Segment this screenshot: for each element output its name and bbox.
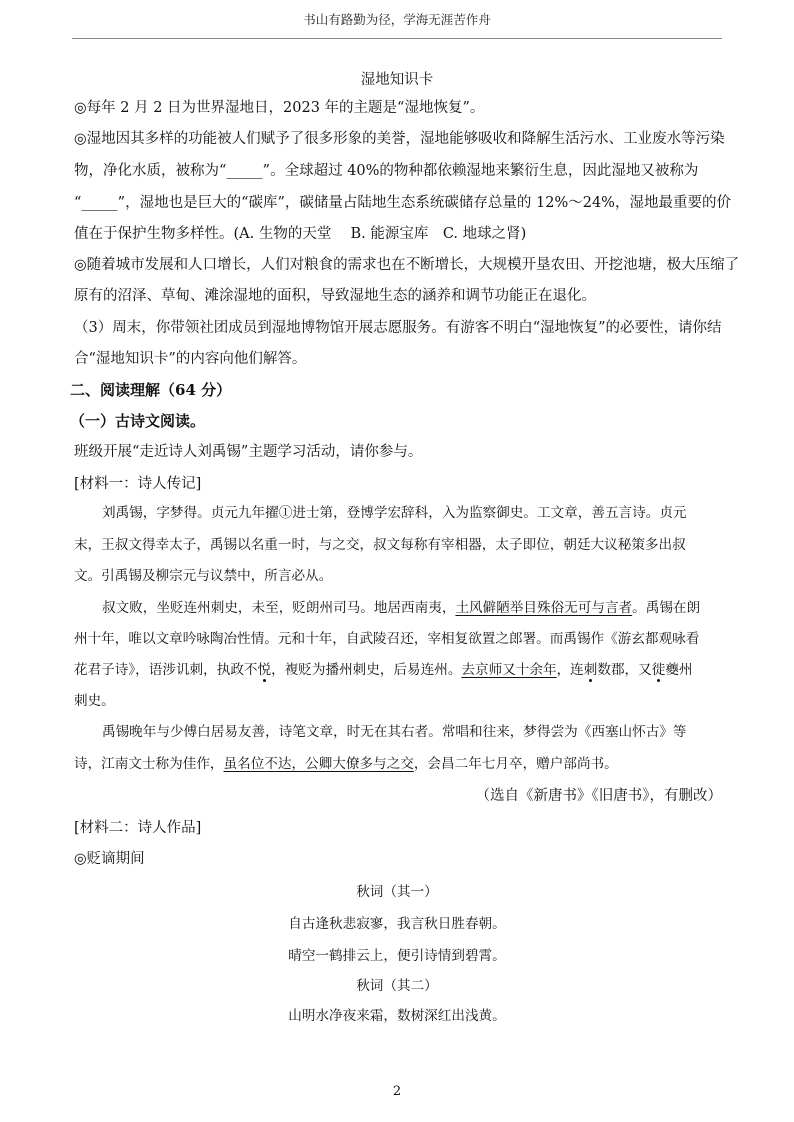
bio-para-2-line-4: 刺史。 bbox=[74, 693, 115, 709]
bio-para-1-line-2: 末，王叔文得幸太子，禹锡以名重一时，与之交，叔文每称有宰相器，太子即位，朝廷大议秘策多出叔 bbox=[74, 537, 686, 553]
header-rule bbox=[72, 38, 722, 39]
bio-para-3-line-2 bbox=[74, 754, 722, 774]
bio-para-1-line-3: 文。引禹锡及柳宗元与议禁中，所言必从。 bbox=[74, 568, 333, 584]
period-label: ◎贬谪期间 bbox=[74, 851, 145, 867]
activity-intro: 班级开展“走近诗人刘禹锡”主题学习活动，请你参与。 bbox=[74, 444, 423, 460]
card-paragraph-2-line-2: 物，净化水质，被称为“_____”。全球超过 40%的物种都依赖湿地来繁衍生息，因此湿地又被称为 bbox=[74, 163, 699, 179]
text-run: 夔州 bbox=[665, 662, 693, 678]
material-2-label: [材料二：诗人作品] bbox=[74, 820, 202, 836]
card-title: 湿地知识卡 bbox=[360, 72, 434, 88]
source-citation: （选自《新唐书》《旧唐书》，有删改） bbox=[475, 788, 722, 804]
page-number: 2 bbox=[392, 1084, 402, 1099]
card-paragraph-1: ◎每年 2 月 2 日为世界湿地日，2023 年的主题是“湿地恢复”。 bbox=[74, 100, 485, 116]
poem-1-title: 秋词（其一） bbox=[356, 884, 438, 900]
bio-para-3-line-1: 禹锡晚年与少傅白居易友善，诗笔文章，时无在其右者。常唱和往来，梦得尝为《西塞山怀古》等 bbox=[102, 724, 687, 740]
text-run: ，连 bbox=[556, 662, 584, 678]
bio-para-2-line-2: 州十年，唯以文章吟咏陶冶性情。元和十年，自武陵召还，宰相复欲置之郎署。而禹锡作《游玄都观咏看 bbox=[74, 631, 700, 647]
bio-para-2-line-1 bbox=[102, 598, 750, 618]
subsection-heading-classical: （一）古诗文阅读。 bbox=[70, 412, 206, 430]
dotted-word-yue: 悦 bbox=[257, 662, 272, 678]
underlined-sentence-3: 虽名位不达，公卿大僚多与之交 bbox=[223, 756, 414, 772]
question-3-line-1: （3）周末，你带领社团成员到湿地博物馆开展志愿服务。有游客不明白“湿地恢复”的必要性，请你结 bbox=[74, 320, 722, 336]
card-paragraph-3-line-2: 原有的沼泽、草甸、滩涂湿地的面积，导致湿地生态的涵养和调节功能正在退化。 bbox=[74, 288, 596, 304]
card-paragraph-2-line-3: “_____”，湿地也是巨大的“碳库”，碳储量占陆地生态系统碳储存总量的 12%～24%，湿地最重要的价 bbox=[74, 195, 731, 211]
text-run: ，複贬为播州刺史，后易连州。 bbox=[271, 662, 462, 678]
dotted-word-ci: 刺 bbox=[583, 662, 598, 678]
text-run: 。禹锡在朗 bbox=[632, 600, 701, 616]
bio-para-1-line-1: 刘禹锡，字梦得。贞元九年擢①进士第，登博学宏辞科，入为监察御史。工文章，善五言诗。贞元 bbox=[102, 505, 687, 521]
card-paragraph-2-line-1: ◎湿地因其多样的功能被人们赋予了很多形象的美誉，湿地能够吸收和降解生活污水、工业废水等污染 bbox=[74, 131, 725, 147]
dotted-word-xi: 徙 bbox=[651, 662, 666, 678]
card-paragraph-2-line-4: 值在于保护生物多样性。(A. 生物的天堂 B. 能源宝库 C. 地球之肾) bbox=[74, 226, 527, 242]
underlined-sentence-2: 去京师又十余年 bbox=[461, 662, 557, 678]
card-paragraph-3-line-1: ◎随着城市发展和人口增长，人们对粮食的需求也在不断增长，大规模开垦农田、开挖池塘，极大压缩了 bbox=[74, 257, 740, 273]
text-run: 叔文败，坐贬连州刺史，未至，贬朗州司马。地居西南夷， bbox=[102, 600, 456, 616]
bio-para-2-line-3 bbox=[74, 660, 722, 680]
poem-2-title: 秋词（其二） bbox=[356, 978, 438, 994]
poem-1-line-2: 晴空一鹤排云上，便引诗情到碧霄。 bbox=[288, 948, 506, 964]
poem-2-line-1: 山明水净夜来霜，数树深红出浅黄。 bbox=[288, 1008, 506, 1024]
section-heading-reading: 二、阅读理解（64 分） bbox=[70, 381, 232, 399]
material-1-label: [材料一：诗人传记] bbox=[74, 476, 202, 492]
text-run: 诗，江南文士称为佳作， bbox=[74, 756, 224, 772]
question-3-line-2: 合“湿地知识卡”的内容向他们解答。 bbox=[74, 351, 307, 367]
page-header-motto: 书山有路勤为径，学海无涯苦作舟 bbox=[303, 12, 491, 27]
underlined-sentence-1: 土风僻陋举目殊俗无可与言者 bbox=[455, 600, 633, 616]
text-run: 数郡，又 bbox=[597, 662, 652, 678]
text-run: 花君子诗》，语涉讥刺，执政不 bbox=[74, 662, 258, 678]
poem-1-line-1: 自古逢秋悲寂寥，我言秋日胜春朝。 bbox=[288, 916, 506, 932]
text-run: ，会昌二年七月卒，赠户部尚书。 bbox=[413, 756, 618, 772]
